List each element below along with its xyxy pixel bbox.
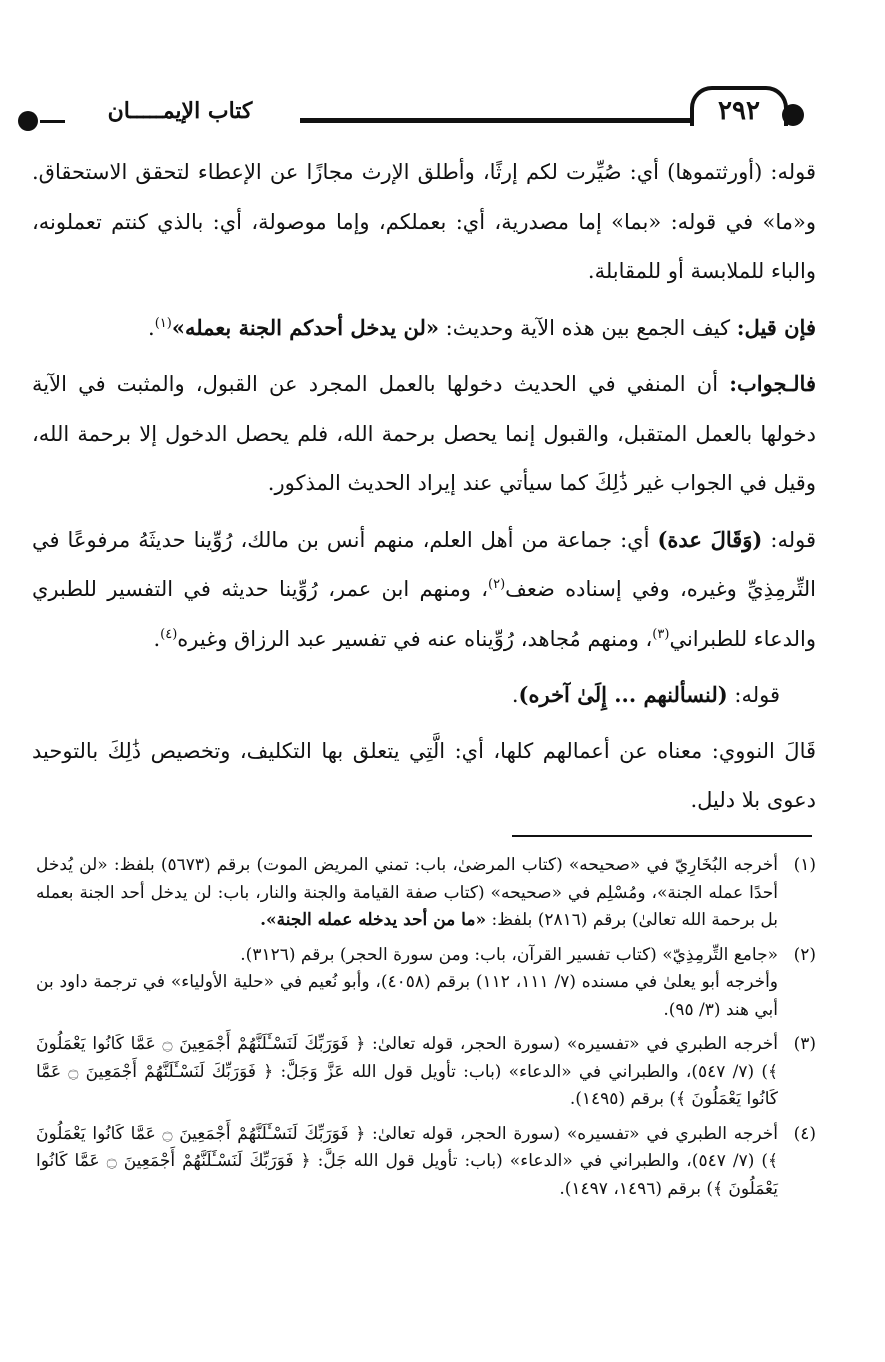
footnote-2 (36, 942, 816, 1025)
paragraph-4 (32, 515, 816, 665)
question-text: كيف الجمع بين هذه الآية وحديث: (445, 315, 731, 340)
footnote-2-line-1: «جامع التِّرمِذِيّ» (كتاب تفسير القرآن، باب: ومن سورة الحجر) برقم (٣١٢٦). (240, 944, 778, 965)
footnote-ref-2[interactable]: (٢) (488, 577, 506, 592)
answer-text: أن المنفي في الحديث دخولها بالعمل المجرد عن القبول، والمثبت في الآية دخولها بالعمل المتقبل، والقبول إنما يحصل برحمة الله، فلم يحصل الدخول إلا برحمة الله، وقيل في الجواب غير ذَٰلِكَ كما سيأتي عند إيراد الحديث المذكور. (32, 372, 816, 495)
footnote-2-line-2: وأخرجه أبو يعلىٰ في مسنده (٧/ ١١١، ١١٢) برقم (٤٠٥٨)، وأبو نُعيم في «حلية الأولياء» في ترجمة داود بن أبي هند (٣/ ٩٥). (36, 972, 779, 1020)
paragraph-4-text-b: ، ومنهم ابن عمر، رُوِّينا حديثه في التفسير للطبري والدعاء للطبراني (32, 577, 816, 651)
footnote-number: (١) (793, 855, 816, 875)
footnote-number: (٤) (793, 1123, 816, 1144)
footnotes (36, 852, 816, 1210)
paragraph-3 (32, 359, 816, 509)
paragraph-5-lead: قوله: (734, 683, 780, 707)
footnote-separator (512, 835, 812, 837)
hadith-quote: «لن يدخل أحدكم الجنة بعمله» (171, 314, 439, 340)
main-text (32, 148, 816, 826)
header-rule (300, 118, 692, 123)
verse-phrase: (لنسألنهم ... إِلَىٰ آخره) (518, 682, 728, 707)
footnote-3 (36, 1031, 816, 1114)
footnote-number: (٢) (793, 944, 816, 965)
header-left-rule (40, 120, 65, 123)
paragraph-2-end: . (148, 315, 155, 340)
paragraph-4-lead: قوله: (770, 527, 816, 552)
paragraph-1: قوله: (أورثتموها) أي: صُيِّرت لكم إرثًا، وأطلق الإرث مجازًا عن الإعطاء لتحقق الاستحقاق. و«ما» في قوله: «بما» إما مصدرية، أي: بعملكم، وإما موصولة، أي: بالذي كنتم تعملونه، والباء للملابسة أو للمقابلة. (32, 160, 816, 283)
book-title: كتاب الإيمـــــان (107, 98, 253, 124)
footnote-4-text: أخرجه الطبري في «تفسيره» (سورة الحجر، قوله تعالىٰ: ﴿ فَوَرَبِّكَ لَنَسْـَٔلَنَّهُمْ أَجْمَعِينَ ۝ عَمَّا كَانُوا يَعْمَلُونَ ﴾) (٧/ ٥٤٧)، والطبراني في «الدعاء» (باب: تأويل قول الله جَلَّ: ﴿ فَوَرَبِّكَ لَنَسْـَٔلَنَّهُمْ أَجْمَعِينَ ۝ عَمَّا كَانُوا يَعْمَلُونَ ﴾) برقم (١٤٩٦، ١٤٩٧). (36, 1123, 779, 1199)
paragraph-4-end: . (153, 626, 161, 651)
paragraph-2 (32, 303, 816, 354)
page-header (0, 80, 885, 140)
quoted-phrase: (وَقَالَ عدة) (657, 526, 763, 552)
paragraph-6: قَالَ النووي: معناه عن أعمالهم كلها، أي: الَّتِي يتعلق بها التكليف، وتخصيص ذَٰلِكَ بالتوحيد دعوى بلا دليل. (32, 738, 816, 812)
paragraph-5-end: . (511, 683, 519, 707)
footnote-number: (٣) (793, 1034, 816, 1054)
paragraph-4-text-a: أي: جماعة من أهل العلم، منهم أنس بن مالك، رُوِّينا حديثَهُ مرفوعًا في التِّرمِذِيِّ وغيره، وفي إسناده ضعف (32, 527, 817, 601)
paragraph-5 (32, 670, 816, 721)
header-left-dot (18, 111, 38, 131)
footnote-3-text: أخرجه الطبري في «تفسيره» (سورة الحجر، قوله تعالىٰ: ﴿ فَوَرَبِّكَ لَنَسْـَٔلَنَّهُمْ أَجْمَعِينَ ۝ عَمَّا كَانُوا يَعْمَلُونَ ﴾) (٧/ ٥٤٧)، والطبراني في «الدعاء» (باب: تأويل قول الله عَزَّ وَجَلَّ: ﴿ فَوَرَبِّكَ لَنَسْـَٔلَنَّهُمْ أَجْمَعِينَ ۝ عَمَّا كَانُوا يَعْمَلُونَ ﴾) برقم (١٤٩٥). (36, 1034, 778, 1109)
footnote-1-text: أخرجه البُخَارِيّ في «صحيحه» (كتاب المرضىٰ، باب: تمني المريض الموت) برقم (٥٦٧٣) بلفظ: «لن يُدخل أحدًا عمله الجنة»، ومُسْلِم في «صحيحه» (كتاب صفة القيامة والجنة والنار، باب: لن يدخل أحد الجنة بعمله بل برحمة الله تعالىٰ) برقم (٢٨١٦) بلفظ: (36, 855, 778, 930)
footnote-ref-4[interactable]: (٤) (160, 626, 178, 642)
footnote-ref-1[interactable]: (١) (154, 315, 172, 331)
question-label: فإن قيل: (736, 314, 816, 340)
footnote-ref-3[interactable]: (٣) (652, 626, 670, 642)
header-right-dot (782, 104, 804, 126)
page-number: ٢٩٢ (690, 86, 788, 126)
footnote-4 (36, 1121, 816, 1204)
footnote-1 (36, 852, 816, 935)
footnote-1-quote: «ما من أحد يدخله عمله الجنة». (260, 910, 487, 930)
answer-label: فالـجواب: (729, 371, 816, 396)
paragraph-4-text-c: ، ومنهم مُجاهد، رُوِّيناه عنه في تفسير عبد الرزاق وغيره (177, 626, 653, 651)
